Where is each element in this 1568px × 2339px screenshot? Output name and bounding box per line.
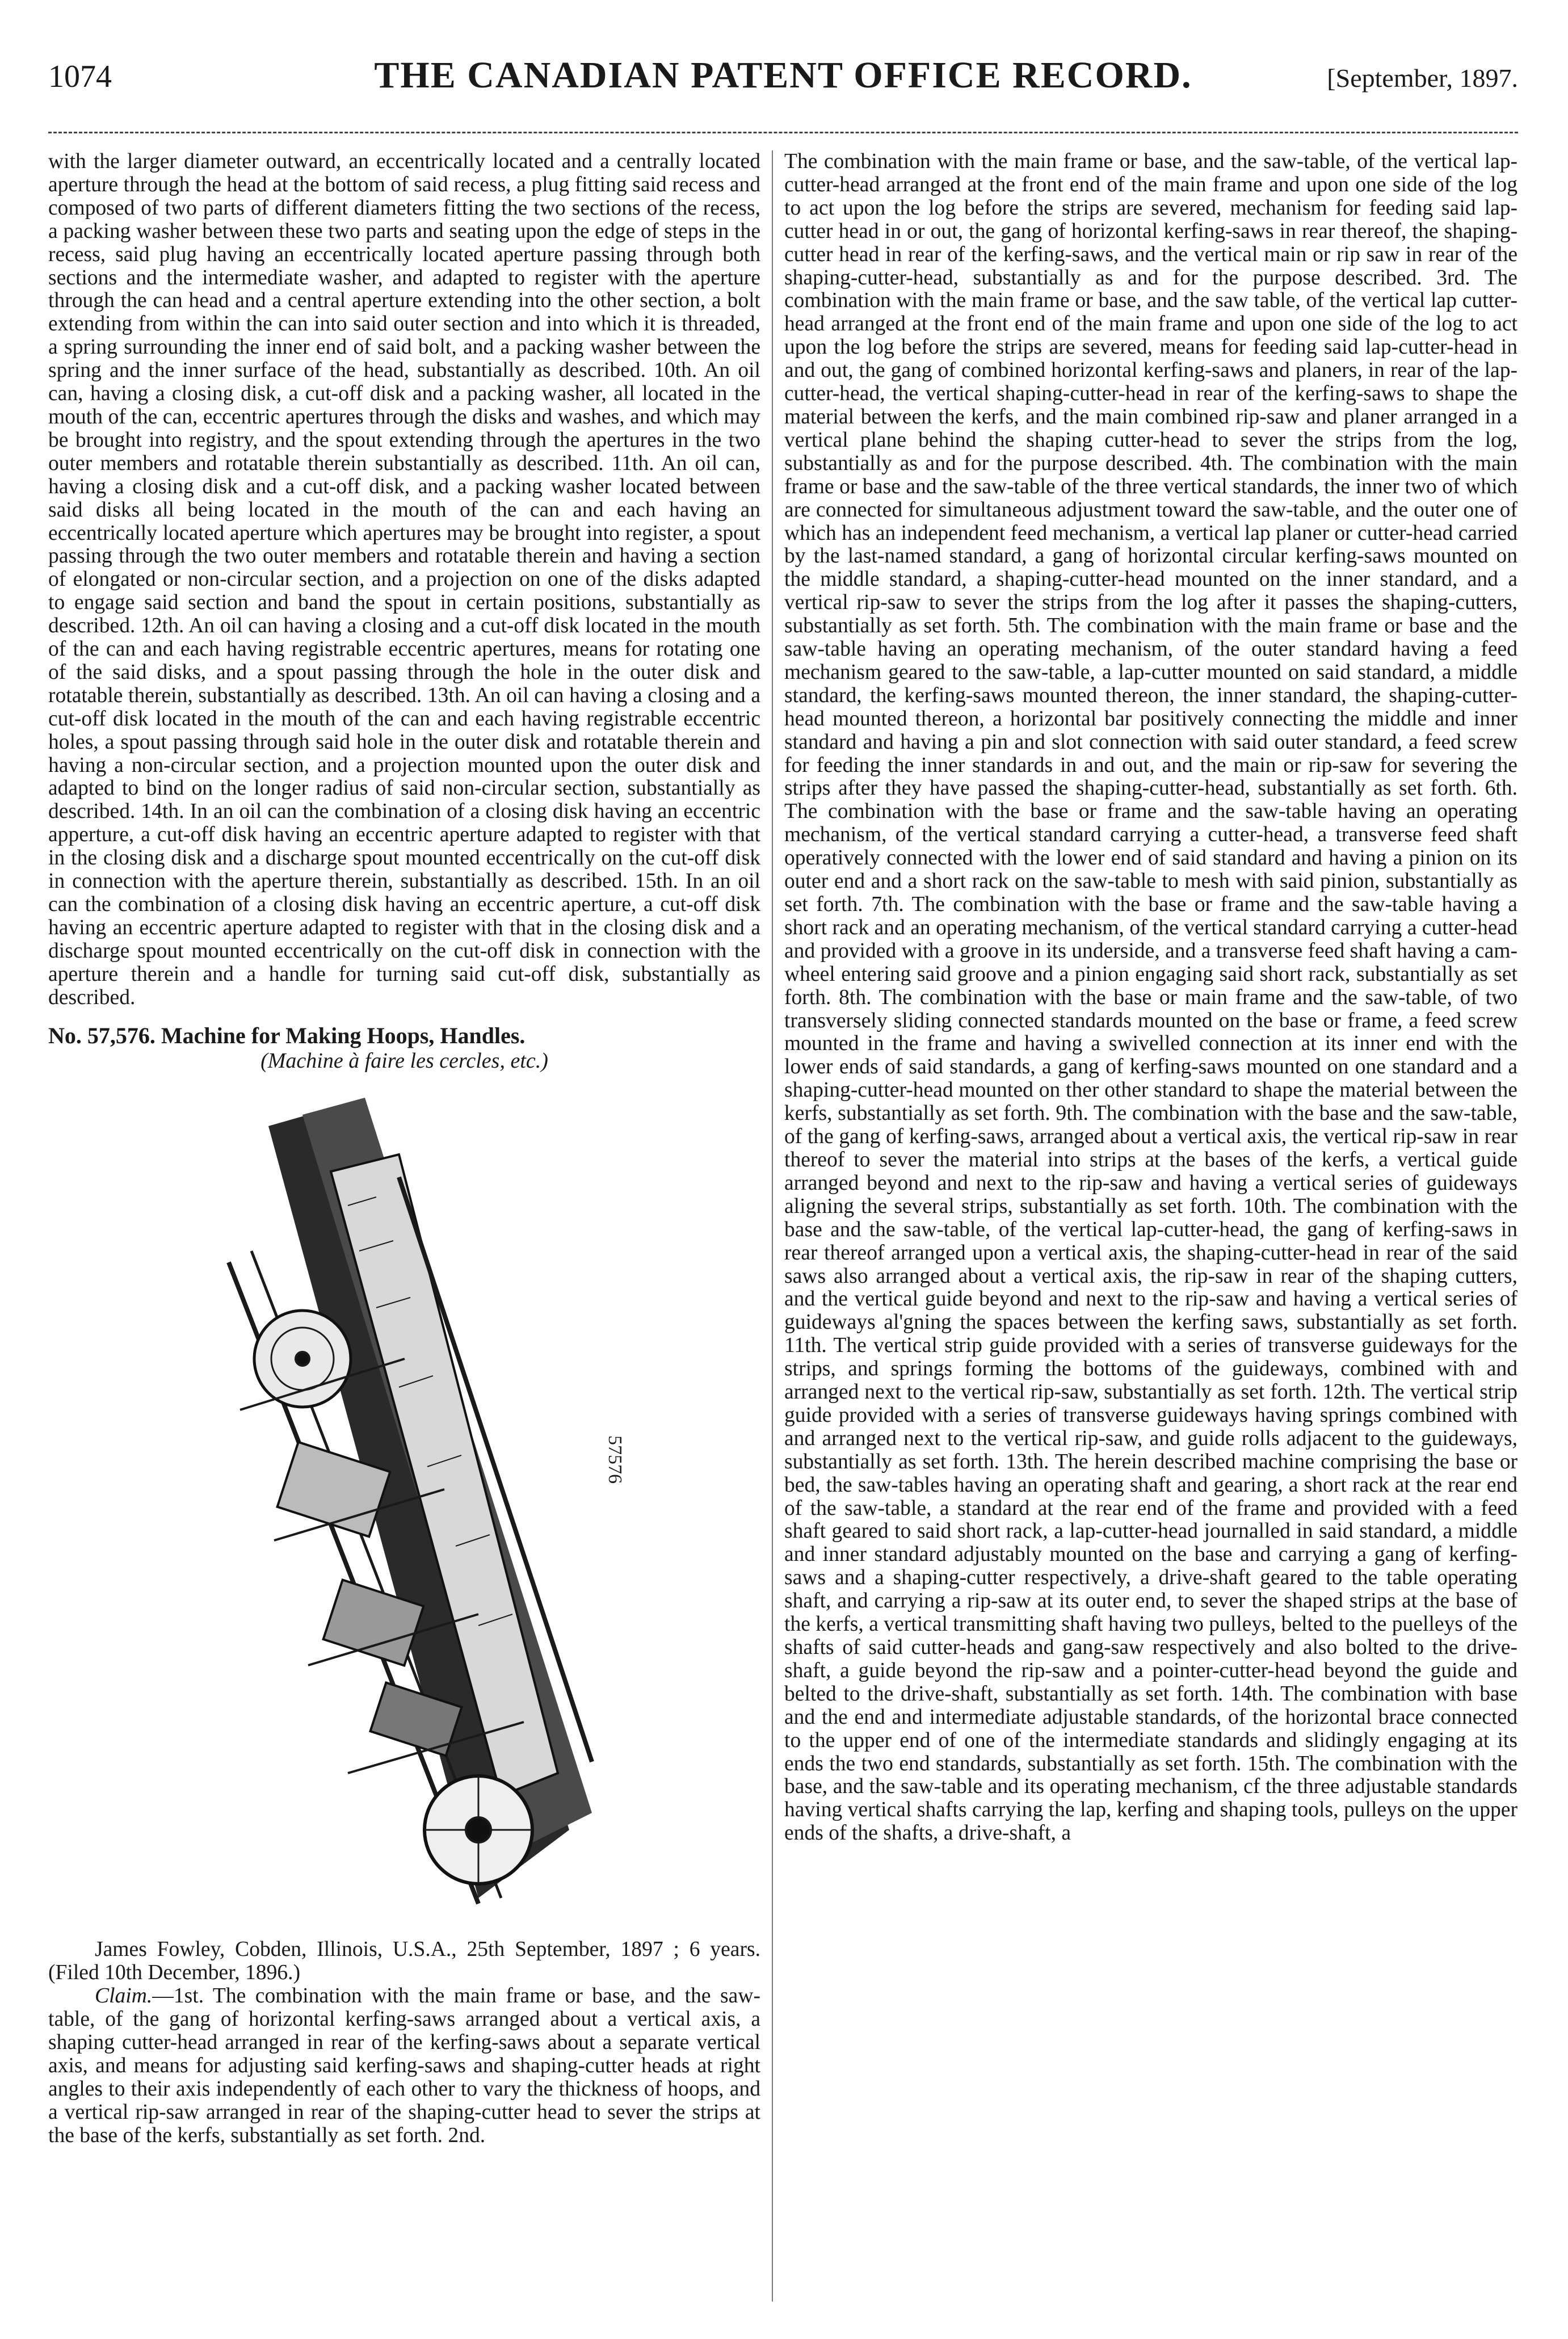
machine-illustration bbox=[161, 1092, 649, 1918]
page-header bbox=[48, 54, 1518, 116]
issue-date: [September, 1897. bbox=[1327, 64, 1518, 93]
patent-subtitle: (Machine à faire les cercles, etc.) bbox=[260, 1049, 548, 1073]
right-column bbox=[784, 150, 1517, 1845]
figure-number: 57576 bbox=[604, 1435, 625, 1484]
continued-claims-text: with the larger diameter outward, an eccentrically located and a centrally located aperture through the head at the bottom of said recess, a plug fitting said recess and composed of two parts of different diameters fitting the two sections of the recess, a packing washer between these two parts and seating upon the edge of steps in the recess, said plug having an eccentrically located aperture passing through both sections and the intermediate washer, and adapted to register with the aperture through the can head and a central aperture extending into the other section, a bolt extending from within the can into said outer section and into which it is threaded, a spring surrounding the inner end of said bolt, and a packing washer between the spring and the inner surface of the head, substantially as described. 10th. An oil can, having a closing disk, a cut-off disk and a packing washer, all located in the mouth of the can, eccentric apertures through the disks and washes, and which may be brought into registry, and the spout extending through the apertures in the two outer members and rotatable therein substantially as described. 11th. An oil can, having a closing disk and a cut-off disk, and a packing washer located between said disks all being located in the mouth of the can and each having an eccentrically located aperture which apertures may be brought into register, a spout passing through the two outer members and rotatable therein and having a section of elongated or non-circular section, and a projection on one of the disks adapted to engage said section and band the spout in certain positions, substantially as described. 12th. An oil can having a closing and a cut-off disk located in the mouth of the can and each having registrable eccentric apertures, means for rotating one of the said disks, and a spout passing through the hole in the outer disk and rotatable therein, substantially as described. 13th. An oil can having a closing and a cut-off disk located in the mouth of the can and each having registrable eccentric holes, a spout passing through said hole in the outer disk and rotatable therein and having a non-circular section, and a projection mounted upon the outer disk and adapted to bind on the longer radius of said non-circular section, substantially as described. 14th. In an oil can the combination of a closing disk having an eccentric apperture, a cut-off disk having an eccentric aperture adapted to register with that in the closing disk and a discharge spout mounted eccentrically on the cut-off disk in connection with the aperture therein, substantially as described. 15th. In an oil can the combination of a closing disk having an eccentric aperture, a cut-off disk having an eccentric aperture adapted to register with that in the closing disk and a discharge spout mounted eccentrically on the cut-off disk in connection with the aperture therein and a handle for turning said cut-off disk, substantially as described. bbox=[48, 150, 760, 1009]
patent-drawing bbox=[161, 1092, 649, 1918]
page-number: 1074 bbox=[48, 59, 112, 94]
claims-paragraph bbox=[48, 1985, 760, 2147]
journal-title: THE CANADIAN PATENT OFFICE RECORD. bbox=[374, 54, 1192, 96]
patent-heading: No. 57,576. Machine for Making Hoops, Handles. bbox=[48, 1022, 526, 1048]
header-rule bbox=[48, 132, 1518, 133]
claim-lead: Claim. bbox=[95, 1984, 153, 2008]
left-column bbox=[48, 150, 760, 2148]
column-divider bbox=[772, 150, 773, 2302]
claim-text: —1st. The combination with the main frame or base, and the saw-table, of the gang of horizontal kerfing-saws arranged about a vertical axis, a shaping cutter-head arranged in rear of the kerfing-saws about a separate vertical axis, and means for adjusting said kerfing-saws and shaping-cutter heads at right angles to their axis independently of each other to vary the thickness of hoops, and a vertical rip-saw arranged in rear of the shaping-cutter head to sever the strips at the base of the kerfs, substantially as set forth. 2nd. bbox=[48, 1984, 760, 2147]
right-claims-text: The combination with the main frame or base, and the saw-table, of the vertical lap-cutter-head arranged at the front end of the main frame and upon one side of the log to act upon the log before the strips are severed, mechanism for feeding said lap-cutter head in or out, the gang of horizontal kerfing-saws in rear thereof, the shaping-cutter head in rear of the kerfing-saws, and the vertical main or rip saw in rear of the shaping-cutter-head, substantially as and for the purpose described. 3rd. The combination with the main frame or base, and the saw table, of the vertical lap cutter-head arranged at the front end of the main frame and upon one side of the log to act upon the log before the strips are severed, means for feeding said lap-cutter-head in and out, the gang of combined horizontal kerfing-saws and planers, in rear of the lap-cutter-head, the vertical shaping-cutter-head in rear of the kerfing-saws to shape the material between the kerfs, and the main combined rip-saw and planer arranged in a vertical plane behind the shaping cutter-head to sever the strips from the log, substantially as and for the purpose described. 4th. The combination with the main frame or base and the saw-table of the three vertical standards, the inner two of which are connected for simultaneous adjustment toward the saw-table, and the outer one of which has an independent feed mechanism, a vertical lap planer or cutter-head carried by the last-named standard, a gang of horizontal circular kerfing-saws mounted on the middle standard, a shaping-cutter-head mounted on the inner standard, and a vertical rip-saw to sever the strips from the log after it passes the shaping-cutters, substantially as set forth. 5th. The combination with the main frame or base and the saw-table having an operating mechanism, of the outer standard having a feed mechanism geared to the saw-table, a lap-cutter mounted on said standard, a middle standard, the kerfing-saws mounted thereon, the inner standard, the shaping-cutter-head mounted thereon, a horizontal bar positively connecting the middle and inner standard and having a pin and slot connection with said outer standard, a feed screw for feeding the inner standards in and out, and the main or rip-saw for severing the strips after they have passed the shaping-cutter-head, substantially as set forth. 6th. The combination with the base or frame and the saw-table having an operating mechanism, of the vertical standard carrying a cutter-head, a transverse feed shaft operatively connected with the lower end of said standard and having a pinion on its outer end and a short rack on the saw-table to mesh with said pinion, substantially as set forth. 7th. The combination with the base or frame and the saw-table having a short rack and an operating mechanism, of the vertical standard carrying a cutter-head and provided with a groove in its underside, and a transverse feed shaft having a cam-wheel entering said groove and a pinion engaging said short rack, substantially as set forth. 8th. The combination with the base or main frame and the saw-table, of two transversely sliding connected standards mounted on the base or frame, a feed screw mounted in the frame and having a swivelled connection at its inner end with the lower ends of said standards, a gang of kerfing-saws mounted on one standard and a shaping-cutter-head mounted on ther other standard to shape the material between the kerfs, substantially as set forth. 9th. The combination with the base and the saw-table, of the gang of kerfing-saws, arranged about a vertical axis, the vertical rip-saw in rear thereof to sever the material into strips at the bases of the kerfs, a vertical guide arranged beyond and next to the rip-saw and having a vertical series of guideways aligning the several strips, substantially as set forth. 10th. The combination with the base and the saw-table, of the vertical lap-cutter-head, the gang of kerfing-saws in rear thereof arranged upon a vertical axis, the shaping-cutter-head in rear of the said saws also arranged about a vertical axis, the rip-saw in rear of the shaping cutters, and the vertical guide beyond and next to the rip-saw and having a vertical series of guideways al'gning the spaces between the kerfing saws, substantially as set forth. 11th. The vertical strip guide provided with a series of transverse guideways for the strips, and springs forming the bottoms of the guideways, combined with and arranged next to the vertical rip-saw, substantially as set forth. 12th. The vertical strip guide provided with a series of transverse guideways having springs combined with and arranged next to the vertical rip-saw, and guide rolls adjacent to the guideways, substantially as set forth. 13th. The herein described machine comprising the base or bed, the saw-tables having an operating shaft and gearing, a short rack at the rear end of the saw-table, a standard at the rear end of the frame and provided with a feed shaft geared to said short rack, a lap-cutter-head journalled in said standard, a middle and inner standard adjustably mounted on the base and carrying a gang of kerfing-saws and a shaping-cutter respectively, a drive-shaft geared to the table operating shaft, and carrying a rip-saw at its outer end, to sever the shaped strips at the base of the kerfs, a vertical transmitting shaft having two pulleys, belted to the puelleys of the shafts of said cutter-heads and gang-saw respectively and also bolted to the drive-shaft, a guide beyond the rip-saw and a pointer-cutter-head beyond the guide and belted to the drive-shaft, substantially as set forth. 14th. The combination with base and the end and intermediate adjustable standards, of the horizontal brace connected to the upper end of one of the intermediate standards and slidingly engaging at its ends the two end standards, substantially as set forth. 15th. The combination with the base, and the saw-table and its operating mechanism, cf the three adjustable standards having vertical shafts carrying the lap, kerfing and shaping tools, pulleys on the upper ends of the shafts, a drive-shaft, a bbox=[784, 150, 1518, 1845]
inventor-line: James Fowley, Cobden, Illinois, U.S.A., 25th September, 1897 ; 6 years. (Filed 10th December, 1896.) bbox=[48, 1938, 760, 1985]
